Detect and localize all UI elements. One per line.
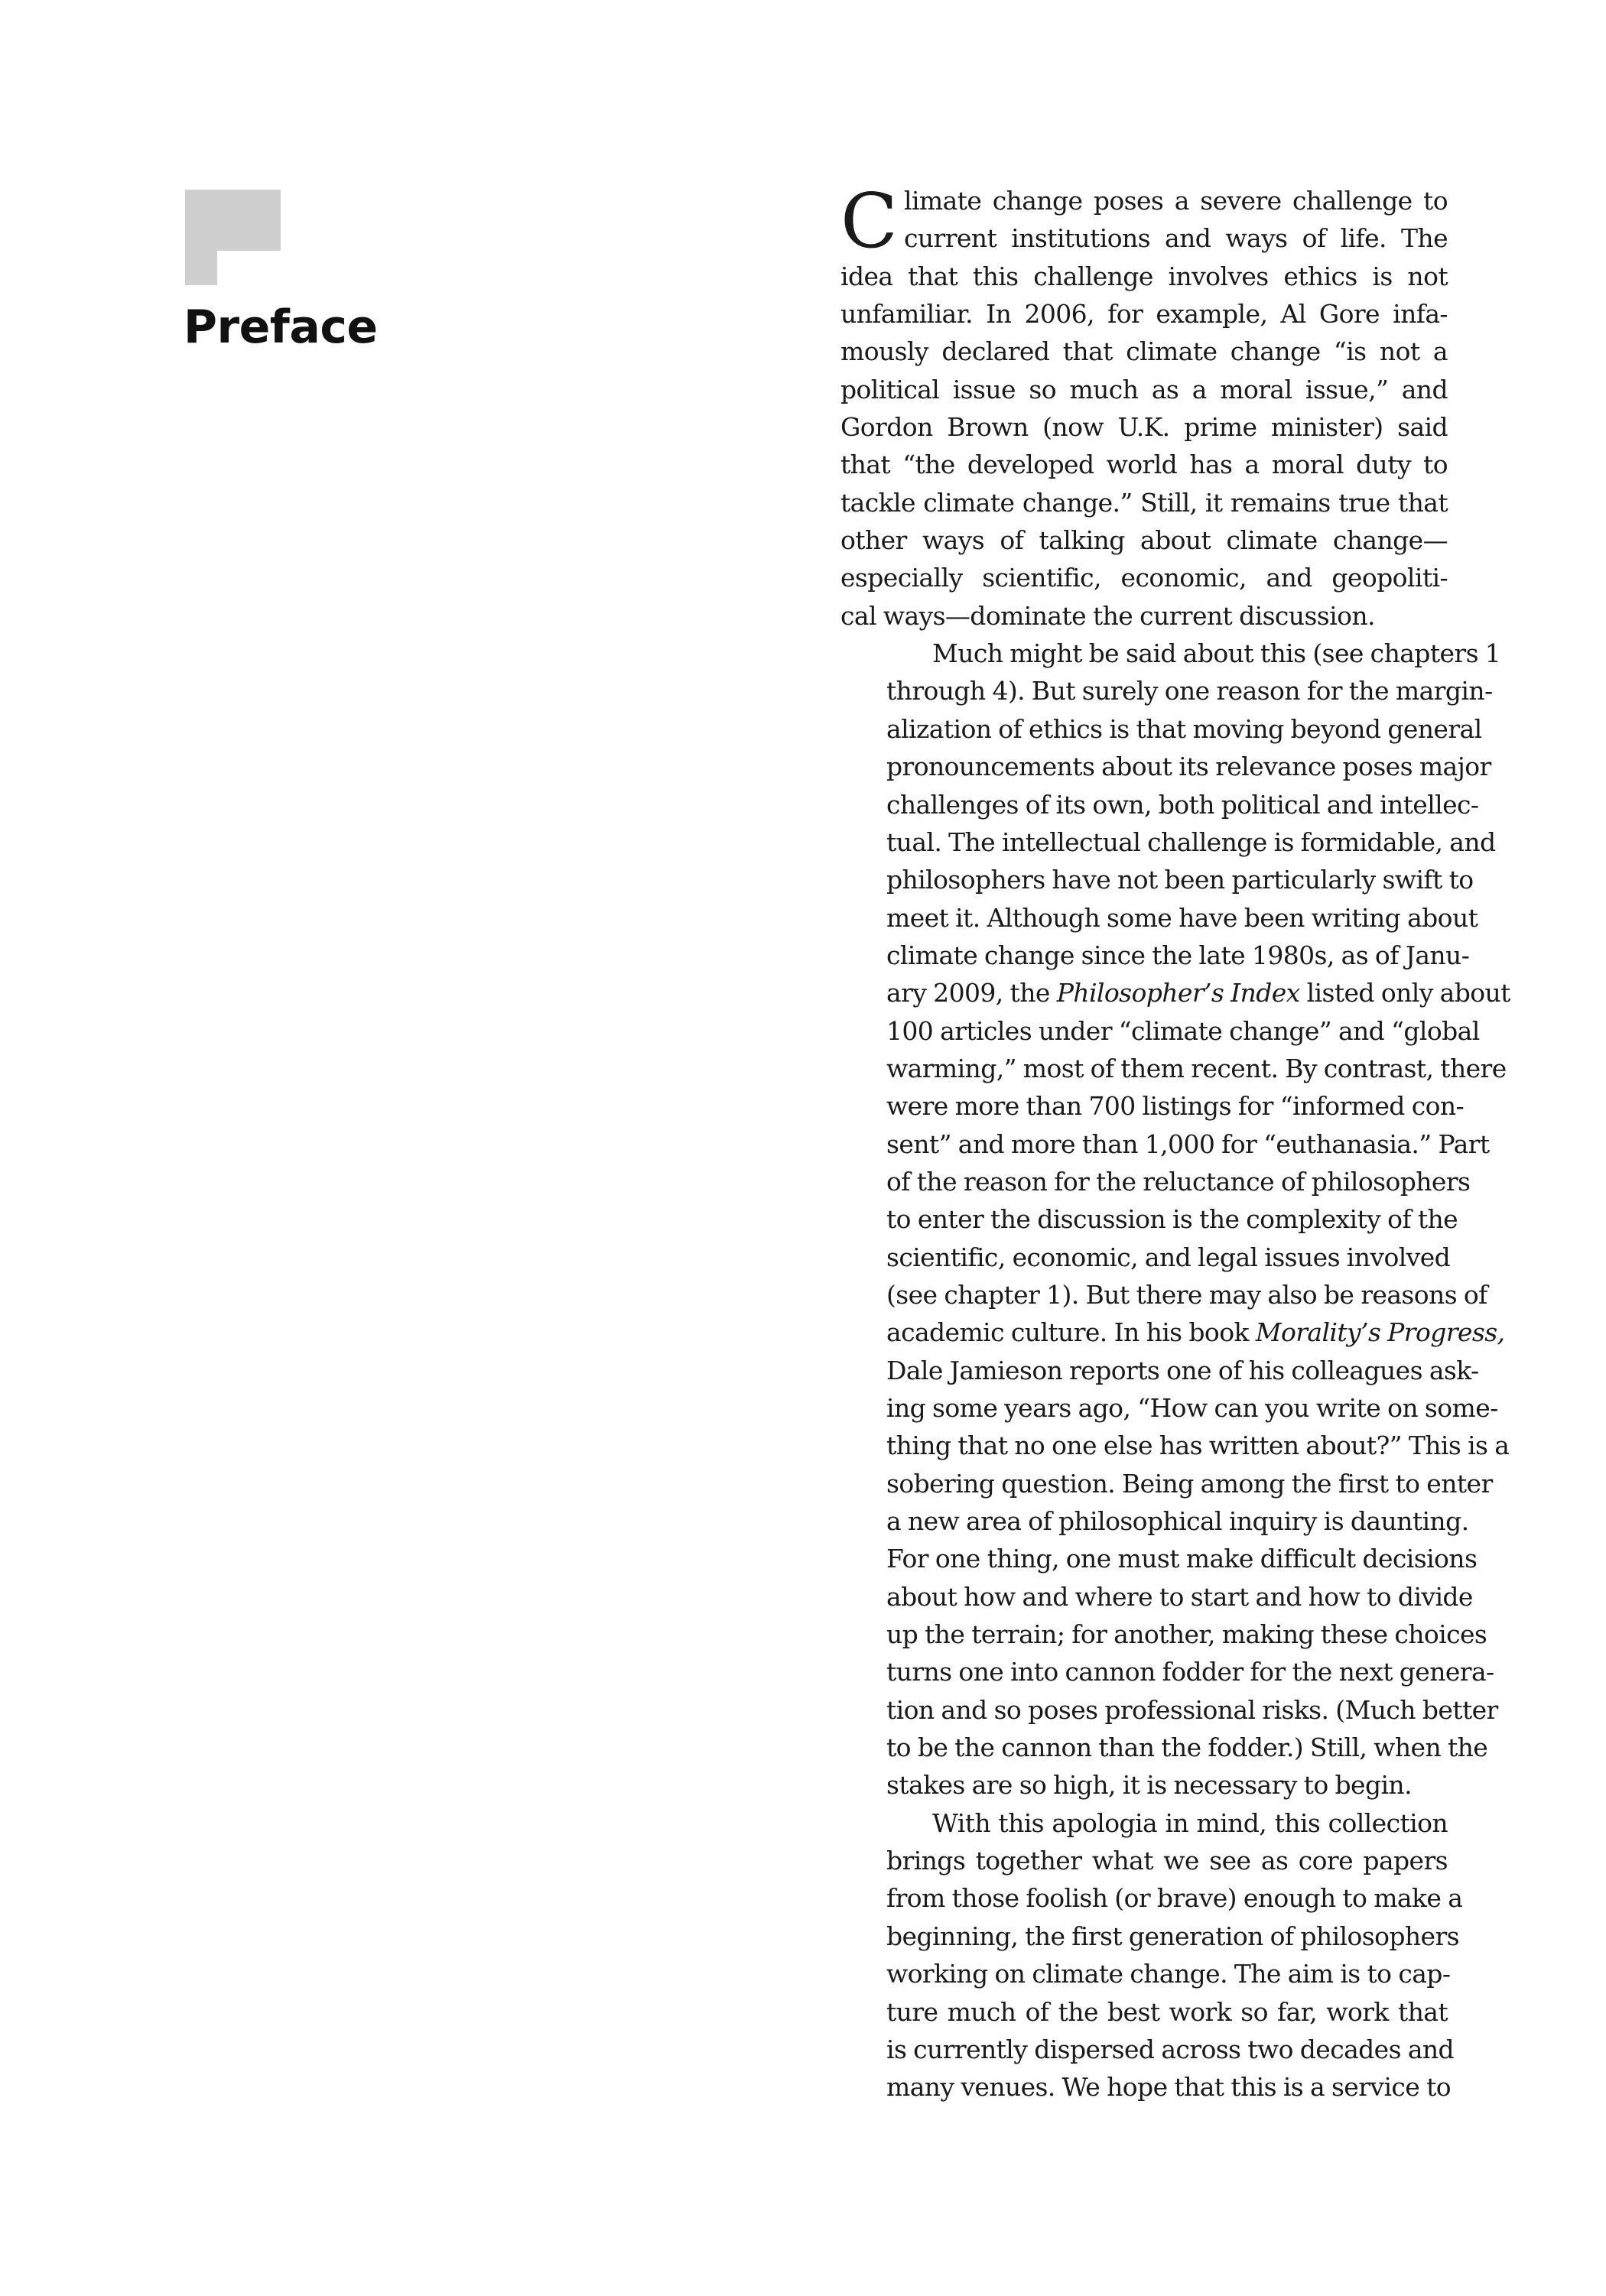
text-line: from those foolish (or brave) enough to make a — [886, 1883, 1463, 1914]
paragraph-3 — [840, 1804, 1463, 2106]
text-line: to enter the discussion is the complexity of the — [886, 1204, 1458, 1235]
text-line: especially scientific, economic, and geopoliti- — [840, 563, 1448, 593]
italic-title: Morality’s Progress, — [1255, 1317, 1505, 1348]
text-line: cal ways—dominate the current discussion. — [840, 600, 1375, 631]
text-line: sent” and more than 1,000 for “euthanasia.” Part — [886, 1129, 1490, 1159]
text-line: a new area of philosophical inquiry is daunting. — [886, 1506, 1469, 1537]
text-line: challenges of its own, both political and intellec- — [886, 789, 1479, 820]
text-line: stakes are so high, it is necessary to begin. — [886, 1770, 1412, 1801]
text-line: mously declared that climate change “is not a — [840, 336, 1448, 367]
italic-title: Philosopher’s Index — [1056, 978, 1300, 1008]
text-line: alization of ethics is that moving beyond general — [886, 713, 1482, 744]
text-line: about how and where to start and how to divide — [886, 1581, 1473, 1612]
text-segment: listed only about — [1306, 978, 1510, 1008]
text-line — [840, 974, 1510, 1012]
text-line: tackle climate change.” Still, it remains true that — [840, 487, 1448, 518]
text-line: many venues. We hope that this is a service to — [886, 2072, 1452, 2103]
text-line: Dale Jamieson reports one of his colleagues ask- — [886, 1355, 1479, 1385]
text-segment: ary 2009, the — [886, 978, 1050, 1008]
text-line: of the reason for the reluctance of philosophers — [886, 1166, 1471, 1197]
text-line: warming,” most of them recent. By contrast, there — [886, 1053, 1507, 1083]
text-line: philosophers have not been particularly swift to — [886, 865, 1474, 895]
text-line: were more than 700 listings for “informed con- — [886, 1091, 1465, 1122]
text-line: tual. The intellectual challenge is formidable, and — [886, 826, 1496, 857]
text-line: turns one into cannon fodder for the next genera- — [886, 1657, 1494, 1687]
text-line: working on climate change. The aim is to cap- — [886, 1959, 1451, 1989]
text-line: thing that no one else has written about?” This is a — [886, 1431, 1510, 1461]
chapter-mark-graphic — [185, 190, 281, 285]
text-line: Much might be said about this (see chapters 1 — [932, 638, 1501, 669]
text-line — [840, 1314, 1505, 1351]
text-line: up the terrain; for another, making these choices — [886, 1619, 1487, 1650]
text-segment: academic culture. In his book — [886, 1317, 1249, 1348]
text-line: idea that this challenge involves ethics is not — [840, 261, 1448, 291]
text-line: that “the developed world has a moral duty to — [840, 450, 1448, 480]
text-line: to be the cannon than the fodder.) Still, when the — [886, 1733, 1488, 1763]
paragraph-1 — [840, 178, 1448, 635]
text-line: For one thing, one must make difficult decisions — [886, 1544, 1478, 1574]
chapter-title: Preface — [184, 300, 378, 354]
stepped-p-icon — [185, 190, 281, 285]
text-line: ing some years ago, “How can you write on some- — [886, 1393, 1498, 1423]
text-line: sobering question. Being among the first to enter — [886, 1468, 1493, 1499]
text-line: tion and so poses professional risks. (Much better — [886, 1694, 1498, 1725]
body-text-column — [840, 178, 1510, 2106]
text-line: meet it. Although some have been writing about — [886, 902, 1478, 933]
text-line: pronouncements about its relevance poses major — [886, 752, 1491, 782]
text-line: is currently dispersed across two decades and — [886, 2034, 1455, 2064]
text-line: (see chapter 1). But there may also be reasons of — [886, 1279, 1487, 1310]
text-line: through 4). But surely one reason for the margin- — [886, 676, 1493, 706]
text-line: ture much of the best work so far, work that — [886, 1996, 1448, 2027]
text-line: brings together what we see as core papers — [886, 1846, 1448, 1876]
text-line: Gordon Brown (now U.K. prime minister) said — [840, 412, 1448, 443]
drop-cap: C — [840, 178, 898, 265]
text-line: other ways of talking about climate change— — [840, 525, 1448, 556]
text-line: current institutions and ways of life. The — [903, 223, 1448, 254]
text-line: climate change since the late 1980s, as of Janu- — [886, 940, 1470, 970]
text-line: scientific, economic, and legal issues involved — [886, 1242, 1451, 1272]
text-line: 100 articles under “climate change” and “global — [886, 1015, 1480, 1046]
paragraph-2 — [840, 635, 1510, 1804]
text-line: political issue so much as a moral issue,” and — [840, 374, 1448, 404]
text-line: unfamiliar. In 2006, for example, Al Gore infa- — [840, 299, 1448, 330]
text-line: limate change poses a severe challenge to — [903, 186, 1448, 216]
text-line: With this apologia in mind, this collection — [932, 1807, 1448, 1838]
text-line: beginning, the first generation of philosophers — [886, 1921, 1459, 1951]
